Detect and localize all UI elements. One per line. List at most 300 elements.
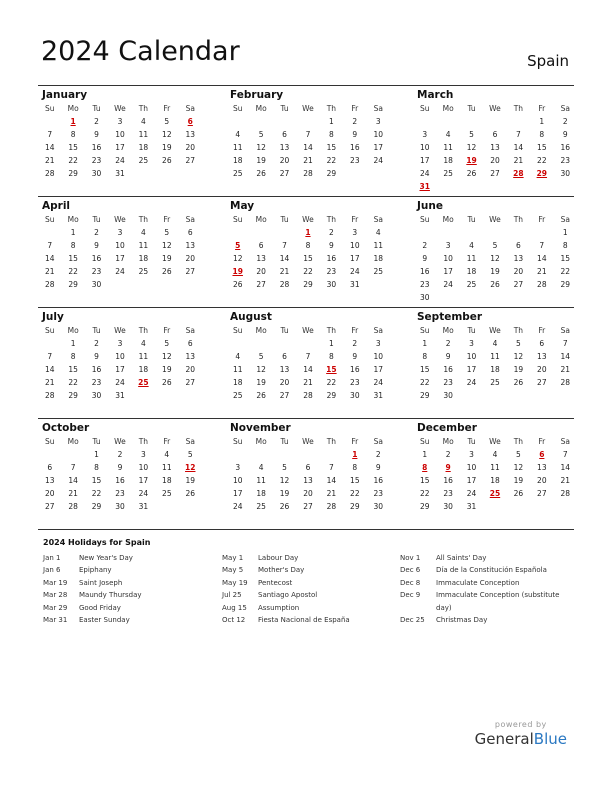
- day-cell: 22: [68, 378, 78, 387]
- day-cell: 6: [539, 339, 545, 348]
- empty-day-cell: [436, 226, 459, 239]
- weekday-header-row: [413, 435, 577, 448]
- day-cell: 6: [187, 228, 193, 237]
- weekday-label: Sa: [373, 326, 383, 335]
- weekday-label: Tu: [280, 215, 289, 224]
- empty-day-cell: [179, 500, 202, 513]
- holiday-date: Jul 25: [222, 591, 242, 600]
- day-cell: 22: [419, 489, 430, 498]
- holiday-column: [400, 552, 575, 626]
- holiday-name: Christmas Day: [436, 616, 488, 625]
- month-september: [413, 310, 577, 402]
- day-cell: 9: [352, 352, 358, 361]
- day-cell: 18: [443, 156, 453, 165]
- day-cell: 17: [115, 143, 125, 152]
- day-cell: 23: [443, 378, 453, 387]
- week-row: [413, 474, 577, 487]
- day-cell: 23: [91, 378, 102, 387]
- week-row: [413, 389, 577, 402]
- week-row: [413, 461, 577, 474]
- day-cell: 3: [469, 450, 474, 459]
- day-cell: 19: [162, 254, 172, 263]
- quarter-row: [38, 85, 574, 196]
- day-cell: 26: [256, 169, 266, 178]
- day-cell: 16: [350, 365, 360, 374]
- empty-day-cell: [483, 226, 506, 239]
- day-cell: 9: [94, 241, 99, 250]
- day-cell: 16: [326, 254, 337, 263]
- weekday-label: Th: [513, 437, 524, 446]
- week-row: [413, 500, 577, 513]
- day-cell: 11: [232, 143, 243, 152]
- day-cell: 30: [443, 502, 453, 511]
- day-cell: 10: [138, 463, 149, 472]
- week-row: [226, 265, 390, 278]
- weekday-label: Tu: [92, 437, 101, 446]
- month-march: [413, 88, 577, 193]
- holiday-date: Mar 19: [43, 578, 68, 587]
- day-cell: 17: [419, 156, 430, 165]
- holiday-date: Mar 29: [43, 603, 68, 612]
- day-cell: 14: [537, 254, 547, 263]
- day-cell: 21: [560, 365, 571, 374]
- day-cell: 8: [70, 241, 76, 250]
- holiday-column: [222, 552, 397, 626]
- day-cell: 3: [422, 130, 428, 139]
- month-days-table: [226, 435, 390, 513]
- weekday-label: Fr: [538, 437, 546, 446]
- week-row: [413, 363, 577, 376]
- day-cell: 7: [562, 450, 568, 459]
- day-cell: 20: [490, 156, 500, 165]
- holiday-name: Immaculate Conception (substitute day): [436, 591, 560, 612]
- week-row: [38, 500, 202, 513]
- day-cell: 5: [164, 117, 170, 126]
- day-cell: 31: [350, 280, 360, 289]
- empty-day-cell: [296, 337, 319, 350]
- day-cell: 7: [282, 241, 287, 250]
- weekday-label: We: [114, 326, 126, 335]
- day-cell: 20: [185, 254, 196, 263]
- week-row: [413, 487, 577, 500]
- day-cell: 10: [232, 476, 243, 485]
- weekday-header-row: [413, 213, 577, 226]
- day-cell: 13: [537, 352, 547, 361]
- empty-day-cell: [296, 115, 319, 128]
- week-row: [413, 278, 577, 291]
- holiday-day-cell: 25: [489, 489, 501, 498]
- month-april: [38, 199, 202, 291]
- weekday-label: Tu: [467, 437, 476, 446]
- day-cell: 13: [44, 476, 55, 485]
- weekday-label: Th: [138, 437, 149, 446]
- weekday-label: Mo: [67, 104, 79, 113]
- day-cell: 22: [537, 156, 547, 165]
- week-row: [38, 461, 202, 474]
- day-cell: 19: [185, 476, 196, 485]
- weekday-label: We: [489, 326, 501, 335]
- empty-day-cell: [460, 115, 483, 128]
- day-cell: 18: [466, 267, 477, 276]
- empty-day-cell: [460, 291, 483, 304]
- day-cell: 26: [256, 391, 266, 400]
- day-cell: 1: [329, 117, 334, 126]
- weekday-label: Sa: [185, 437, 195, 446]
- day-cell: 14: [513, 143, 524, 152]
- holiday-day-cell: 1: [305, 228, 311, 237]
- weekday-label: Tu: [92, 104, 101, 113]
- week-row: [38, 239, 202, 252]
- weekday-label: Mo: [255, 437, 267, 446]
- day-cell: 26: [185, 489, 196, 498]
- day-cell: 11: [490, 352, 500, 361]
- holiday-day-cell: 6: [187, 117, 193, 126]
- week-row: [413, 252, 577, 265]
- month-name: August: [230, 311, 272, 323]
- day-cell: 8: [305, 241, 311, 250]
- day-cell: 22: [350, 489, 360, 498]
- day-cell: 21: [68, 489, 78, 498]
- empty-day-cell: [273, 226, 296, 239]
- week-row: [38, 265, 202, 278]
- empty-day-cell: [483, 115, 506, 128]
- weekday-label: Mo: [67, 437, 79, 446]
- holiday-item: [222, 589, 397, 601]
- week-row: [413, 265, 577, 278]
- day-cell: 14: [44, 254, 55, 263]
- week-row: [226, 487, 390, 500]
- day-cell: 24: [232, 502, 243, 511]
- day-cell: 25: [256, 502, 266, 511]
- day-cell: 28: [279, 280, 290, 289]
- empty-day-cell: [530, 291, 553, 304]
- holiday-day-cell: 12: [185, 463, 196, 472]
- empty-day-cell: [367, 167, 390, 180]
- month-days-table: [413, 324, 577, 402]
- empty-day-cell: [249, 337, 272, 350]
- empty-day-cell: [460, 180, 483, 193]
- day-cell: 28: [560, 378, 571, 387]
- holiday-date: Mar 28: [43, 591, 68, 600]
- day-cell: 4: [164, 450, 170, 459]
- day-cell: 4: [375, 228, 381, 237]
- day-cell: 21: [44, 156, 55, 165]
- day-cell: 3: [469, 339, 474, 348]
- empty-day-cell: [249, 226, 272, 239]
- day-cell: 27: [303, 502, 313, 511]
- day-cell: 2: [94, 117, 99, 126]
- day-cell: 18: [256, 489, 266, 498]
- holiday-item: [400, 577, 575, 589]
- month-name: June: [417, 200, 443, 212]
- week-row: [38, 350, 202, 363]
- weekday-label: Tu: [92, 215, 101, 224]
- day-cell: 22: [560, 267, 571, 276]
- week-row: [226, 141, 390, 154]
- day-cell: 4: [492, 339, 498, 348]
- day-cell: 19: [162, 143, 172, 152]
- holiday-name: Pentecost: [258, 578, 293, 587]
- day-cell: 3: [235, 463, 241, 472]
- day-cell: 8: [562, 241, 568, 250]
- empty-day-cell: [132, 278, 155, 291]
- day-cell: 15: [68, 365, 78, 374]
- day-cell: 27: [256, 280, 266, 289]
- holiday-date: May 5: [222, 566, 244, 575]
- weekday-header-row: [226, 435, 390, 448]
- empty-day-cell: [155, 389, 178, 402]
- powered-by-text: powered by: [494, 720, 547, 729]
- holiday-day-cell: 31: [419, 182, 430, 191]
- holiday-date: Dec 6: [400, 566, 421, 575]
- month-name: April: [42, 200, 71, 212]
- day-cell: 5: [469, 130, 474, 139]
- day-cell: 23: [443, 489, 453, 498]
- day-cell: 30: [373, 502, 384, 511]
- holidays-title: 2024 Holidays for Spain: [43, 538, 151, 547]
- day-cell: 4: [445, 130, 451, 139]
- day-cell: 7: [539, 241, 545, 250]
- holiday-day-cell: 25: [138, 378, 149, 387]
- holiday-item: [400, 589, 575, 614]
- month-name: October: [42, 422, 90, 434]
- holiday-date: Jan 1: [43, 554, 61, 562]
- empty-day-cell: [460, 389, 483, 402]
- weekday-label: We: [114, 437, 126, 446]
- day-cell: 13: [185, 352, 196, 361]
- day-cell: 26: [490, 280, 500, 289]
- day-cell: 27: [490, 169, 500, 178]
- holiday-name: Labour Day: [258, 554, 299, 562]
- day-cell: 27: [185, 378, 196, 387]
- empty-day-cell: [249, 448, 272, 461]
- weekday-label: Su: [232, 326, 243, 335]
- empty-day-cell: [507, 180, 530, 193]
- day-cell: 16: [443, 365, 453, 374]
- day-cell: 27: [185, 267, 196, 276]
- weekday-label: Tu: [92, 326, 101, 335]
- day-cell: 5: [164, 339, 170, 348]
- day-cell: 25: [443, 169, 453, 178]
- day-cell: 6: [47, 463, 53, 472]
- holiday-item: [43, 614, 218, 626]
- month-october: [38, 421, 202, 513]
- day-cell: 10: [373, 130, 384, 139]
- day-cell: 2: [94, 339, 99, 348]
- day-cell: 28: [537, 280, 547, 289]
- day-cell: 12: [162, 352, 172, 361]
- week-row: [226, 167, 390, 180]
- day-cell: 8: [329, 130, 334, 139]
- day-cell: 8: [329, 352, 334, 361]
- week-row: [226, 376, 390, 389]
- day-cell: 15: [537, 143, 547, 152]
- day-cell: 16: [443, 476, 453, 485]
- day-cell: 20: [256, 267, 266, 276]
- day-cell: 11: [232, 365, 243, 374]
- day-cell: 2: [352, 117, 358, 126]
- day-cell: 14: [303, 365, 313, 374]
- day-cell: 15: [91, 476, 102, 485]
- holiday-date: Nov 1: [400, 554, 421, 562]
- day-cell: 24: [350, 267, 360, 276]
- day-cell: 8: [352, 463, 358, 472]
- day-cell: 17: [373, 143, 384, 152]
- weekday-label: Mo: [442, 326, 454, 335]
- weekday-label: Tu: [467, 104, 476, 113]
- holiday-name: Immaculate Conception: [436, 578, 520, 587]
- day-cell: 5: [516, 450, 521, 459]
- day-cell: 4: [141, 339, 146, 348]
- day-cell: 18: [232, 378, 243, 387]
- day-cell: 1: [329, 339, 334, 348]
- day-cell: 16: [91, 365, 102, 374]
- day-cell: 29: [419, 391, 430, 400]
- holiday-item: [222, 564, 397, 576]
- day-cell: 26: [279, 502, 290, 511]
- day-cell: 24: [373, 156, 384, 165]
- weekday-header-row: [226, 324, 390, 337]
- month-name: May: [230, 200, 255, 212]
- day-cell: 22: [68, 156, 78, 165]
- weekday-label: Sa: [560, 215, 570, 224]
- day-cell: 19: [513, 365, 524, 374]
- holiday-date: Jan 6: [43, 566, 61, 575]
- holiday-day-cell: 29: [536, 169, 548, 178]
- day-cell: 16: [91, 143, 102, 152]
- weekday-label: Su: [44, 215, 55, 224]
- day-cell: 18: [162, 476, 172, 485]
- month-january: [38, 88, 202, 180]
- day-cell: 25: [466, 280, 477, 289]
- day-cell: 4: [492, 450, 498, 459]
- holiday-date: Dec 8: [400, 578, 421, 587]
- empty-day-cell: [413, 226, 436, 239]
- day-cell: 9: [329, 241, 334, 250]
- day-cell: 1: [70, 228, 76, 237]
- empty-day-cell: [483, 500, 506, 513]
- day-cell: 20: [279, 378, 290, 387]
- holiday-item: [43, 577, 218, 589]
- week-row: [38, 115, 202, 128]
- day-cell: 16: [115, 476, 125, 485]
- empty-day-cell: [530, 180, 553, 193]
- brand-logo[interactable]: [475, 730, 567, 748]
- day-cell: 4: [141, 117, 146, 126]
- holiday-day-cell: 8: [422, 463, 428, 472]
- day-cell: 14: [326, 476, 337, 485]
- day-cell: 20: [279, 156, 290, 165]
- weekday-label: Fr: [163, 437, 171, 446]
- holiday-day-cell: 28: [513, 169, 524, 178]
- holiday-item: [43, 552, 218, 564]
- weekday-label: Th: [326, 437, 337, 446]
- day-cell: 22: [326, 156, 337, 165]
- day-cell: 10: [419, 143, 430, 152]
- day-cell: 12: [162, 130, 172, 139]
- day-cell: 9: [117, 463, 123, 472]
- weekday-label: Su: [419, 215, 430, 224]
- day-cell: 3: [141, 450, 146, 459]
- day-cell: 16: [91, 254, 102, 263]
- day-cell: 20: [185, 143, 196, 152]
- day-cell: 24: [115, 267, 125, 276]
- week-row: [413, 448, 577, 461]
- month-days-table: [413, 435, 577, 513]
- page-title: 2024 Calendar: [41, 36, 240, 67]
- day-cell: 30: [326, 280, 337, 289]
- month-name: September: [417, 311, 483, 323]
- day-cell: 5: [258, 130, 264, 139]
- day-cell: 21: [44, 267, 55, 276]
- day-cell: 3: [375, 117, 381, 126]
- holiday-name: Mother's Day: [258, 566, 305, 575]
- week-row: [38, 363, 202, 376]
- weekday-label: We: [489, 437, 501, 446]
- day-cell: 5: [187, 450, 193, 459]
- week-row: [38, 389, 202, 402]
- day-cell: 23: [350, 156, 360, 165]
- empty-day-cell: [226, 115, 249, 128]
- holiday-item: [222, 614, 397, 626]
- weekday-label: Th: [138, 326, 149, 335]
- day-cell: 25: [162, 489, 172, 498]
- empty-day-cell: [436, 115, 459, 128]
- day-cell: 11: [138, 130, 149, 139]
- day-cell: 13: [279, 365, 290, 374]
- day-cell: 11: [162, 463, 172, 472]
- quarter-row: [38, 307, 574, 418]
- day-cell: 29: [560, 280, 571, 289]
- day-cell: 1: [422, 339, 428, 348]
- weekday-label: We: [302, 326, 314, 335]
- weekday-label: Mo: [255, 326, 267, 335]
- day-cell: 4: [258, 463, 264, 472]
- weekday-label: Fr: [163, 215, 171, 224]
- day-cell: 2: [445, 450, 451, 459]
- holiday-day-cell: 6: [539, 450, 545, 459]
- week-row: [413, 226, 577, 239]
- day-cell: 2: [329, 228, 334, 237]
- day-cell: 19: [162, 365, 172, 374]
- day-cell: 11: [443, 143, 453, 152]
- week-row: [226, 239, 390, 252]
- day-cell: 6: [492, 130, 498, 139]
- month-name: February: [230, 89, 284, 101]
- day-cell: 15: [419, 476, 430, 485]
- week-row: [226, 474, 390, 487]
- weekday-label: Fr: [163, 104, 171, 113]
- empty-day-cell: [132, 167, 155, 180]
- day-cell: 2: [562, 117, 568, 126]
- empty-day-cell: [155, 167, 178, 180]
- day-cell: 30: [115, 502, 125, 511]
- day-cell: 23: [91, 156, 102, 165]
- day-cell: 14: [68, 476, 78, 485]
- day-cell: 18: [138, 365, 149, 374]
- day-cell: 6: [516, 241, 521, 250]
- day-cell: 20: [537, 476, 547, 485]
- day-cell: 15: [560, 254, 571, 263]
- month-february: [226, 88, 390, 180]
- week-row: [38, 154, 202, 167]
- day-cell: 11: [256, 476, 266, 485]
- weekday-label: Th: [513, 326, 524, 335]
- day-cell: 29: [419, 502, 430, 511]
- day-cell: 17: [443, 267, 453, 276]
- week-row: [226, 252, 390, 265]
- day-cell: 9: [352, 130, 358, 139]
